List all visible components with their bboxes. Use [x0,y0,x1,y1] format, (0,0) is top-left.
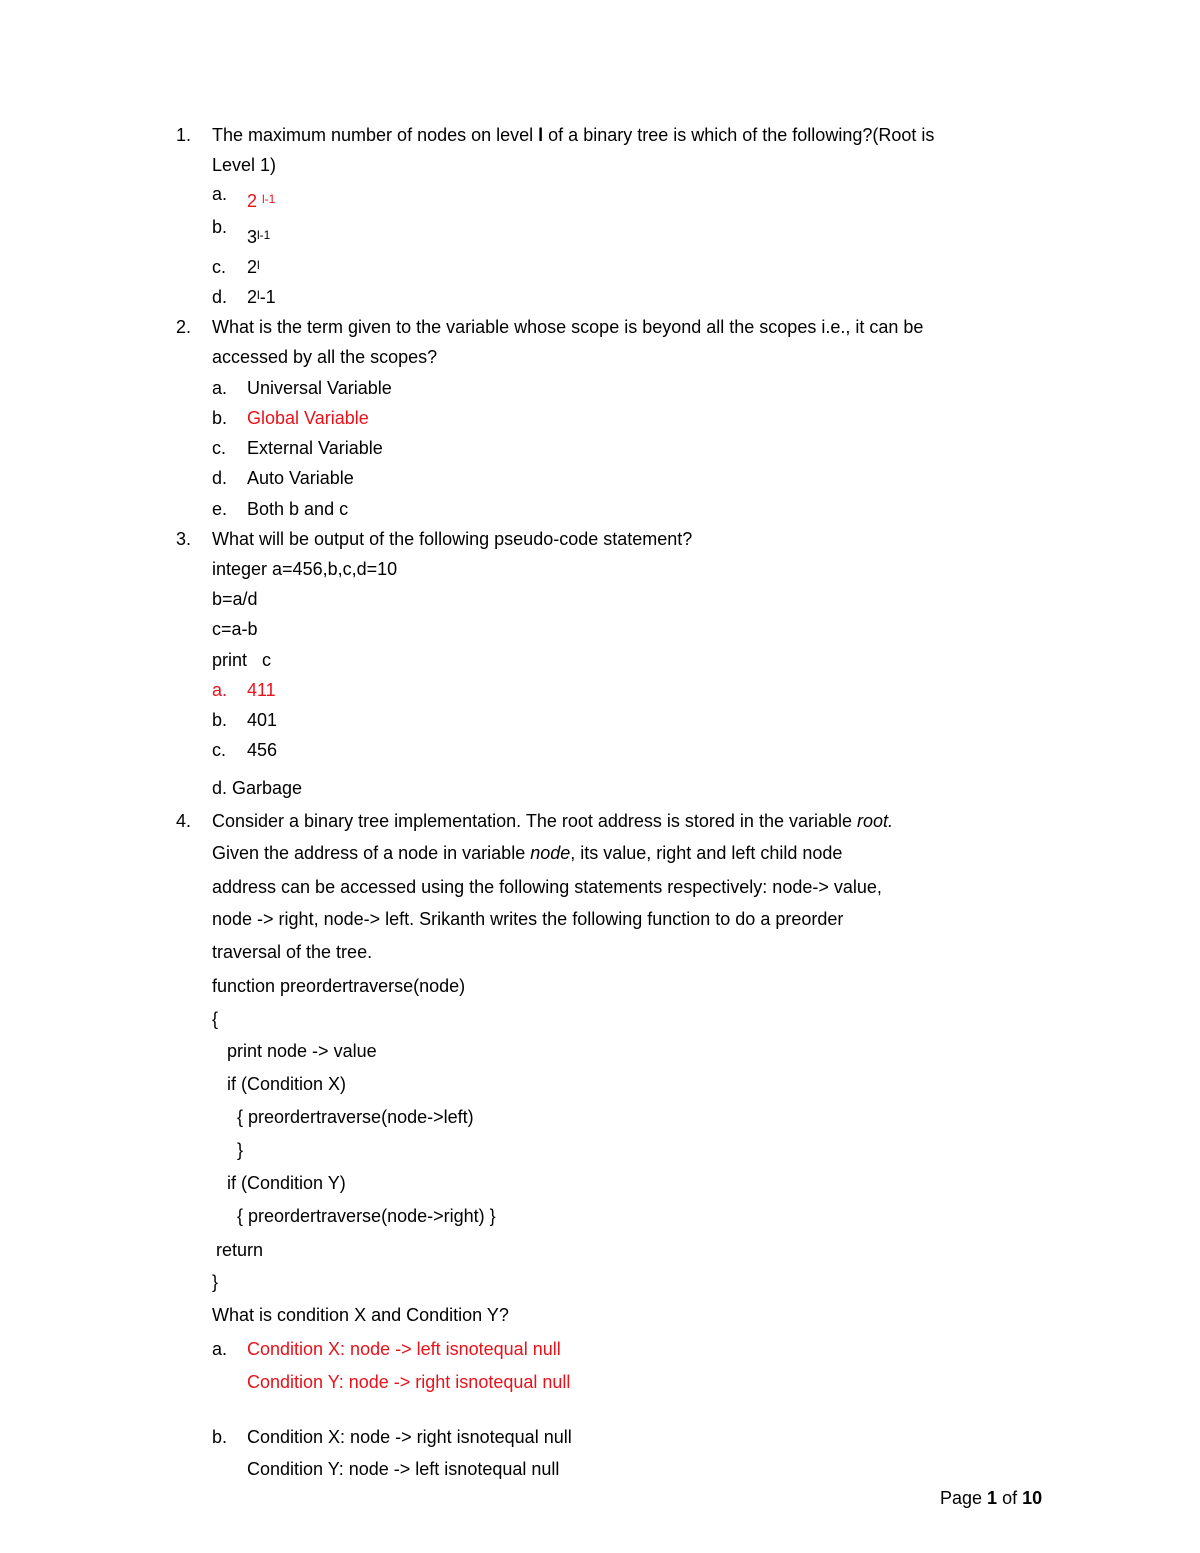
q2-text-line2: accessed by all the scopes? [212,347,438,367]
q4-l2a: Given the address of a node in variable [212,843,531,863]
footer-of: of [997,1488,1023,1508]
q4-code-line: function preordertraverse(node) [212,976,466,996]
q4-code-line: if (Condition X) [227,1074,347,1094]
q3-opt-d: d. Garbage [212,778,303,798]
q3-code-line: b=a/d [212,589,258,609]
q1-opt-d-base: 2 [247,287,258,307]
footer-page-label: Page [940,1488,988,1508]
q4-opt-a-letter: a. [212,1339,228,1359]
q1-opt-d-letter: d. [212,287,228,307]
q4-opt-b-line1: Condition X: node -> right isnotequal null [247,1427,572,1447]
q4-opt-b-line2: Condition Y: node -> left isnotequal null [247,1459,560,1479]
q3-text: What will be output of the following pseudo-code statement? [212,529,693,549]
q3-opt-c-text: 456 [247,740,278,760]
q4-l2b: node [530,843,571,863]
q3-opt-a-letter: a. [212,680,228,700]
footer-current-page: 1 [987,1488,998,1508]
q1-text [212,124,934,146]
q2-opt-b-letter: b. [212,408,228,428]
q2-opt-e-letter: e. [212,499,228,519]
q1-opt-a-base: 2 [247,191,263,211]
q3-code-line: integer a=456,b,c,d=10 [212,559,398,579]
q4-l2c: , its value, right and left child node [570,843,843,863]
q1-opt-b-sup: l-1 [257,228,271,242]
q3-opt-b-text: 401 [247,710,278,730]
q1-opt-c-letter: c. [212,257,227,277]
q4-text-line1 [212,810,893,832]
q4-code-line: { preordertraverse(node->right) } [237,1206,496,1226]
q1-opt-b-text [247,226,270,250]
q1-text-line2: Level 1) [212,155,277,175]
q4-text-line2 [212,842,842,864]
q2-opt-d-text: Auto Variable [247,468,354,488]
q4-l1a: Consider a binary tree implementation. The root address is stored in the variable [212,811,858,831]
q4-code-line: return [216,1240,264,1260]
q2-opt-a-letter: a. [212,378,228,398]
q3-opt-b-letter: b. [212,710,228,730]
q4-code-line: } [237,1140,244,1160]
q1-text-b: of a binary tree is which of the following?(Root is [543,125,935,145]
q1-opt-a-letter: a. [212,184,228,204]
q1-opt-b-letter: b. [212,217,228,237]
q4-code-line: { [212,1009,219,1029]
q3-number: 3. [176,529,192,549]
q4-code-line: if (Condition Y) [227,1173,346,1193]
q4-text-line5: traversal of the tree. [212,942,373,962]
q2-text-line1: What is the term given to the variable whose scope is beyond all the scopes i.e., it can be [212,317,924,337]
q1-opt-d-sup: l [257,288,260,302]
q2-opt-c-text: External Variable [247,438,383,458]
page-footer [940,1487,1042,1509]
q2-opt-a-text: Universal Variable [247,378,392,398]
q2-opt-e-text: Both b and c [247,499,349,519]
q1-opt-d-tail: -1 [259,287,276,307]
q3-code-line: print c [212,650,272,670]
q4-opt-b-letter: b. [212,1427,228,1447]
q2-opt-c-letter: c. [212,438,227,458]
q4-text-line3: address can be accessed using the following statements respectively: node-> value, [212,877,882,897]
q4-opt-a-line1: Condition X: node -> left isnotequal null [247,1339,561,1359]
q4-text-line4: node -> right, node-> left. Srikanth writes the following function to do a preorder [212,909,844,929]
q4-opt-a-line2: Condition Y: node -> right isnotequal null [247,1372,571,1392]
q1-number: 1. [176,125,192,145]
q3-code-line: c=a-b [212,619,258,639]
q1-opt-b-base: 3 [247,227,258,247]
q1-opt-c-sup: l [257,258,260,272]
q1-opt-a-text [247,190,275,214]
q4-code-line: } [212,1272,219,1292]
q2-number: 2. [176,317,192,337]
q1-opt-c-base: 2 [247,257,258,277]
q1-opt-d-text [247,286,276,310]
q4-l1b: root. [857,811,894,831]
q1-text-a: The maximum number of nodes on level [212,125,539,145]
q4-code-line: { preordertraverse(node->left) [237,1107,474,1127]
q1-level-var: l [538,125,544,145]
q3-opt-a-text: 411 [247,680,276,700]
q4-code-line: print node -> value [227,1041,377,1061]
q4-number: 4. [176,811,192,831]
q2-opt-b-text: Global Variable [247,408,369,428]
q4-question: What is condition X and Condition Y? [212,1305,509,1325]
footer-total-pages: 10 [1022,1488,1043,1508]
q1-opt-a-sup: l-1 [262,192,276,206]
q1-opt-c-text [247,256,260,280]
q2-opt-d-letter: d. [212,468,228,488]
q3-opt-c-letter: c. [212,740,227,760]
